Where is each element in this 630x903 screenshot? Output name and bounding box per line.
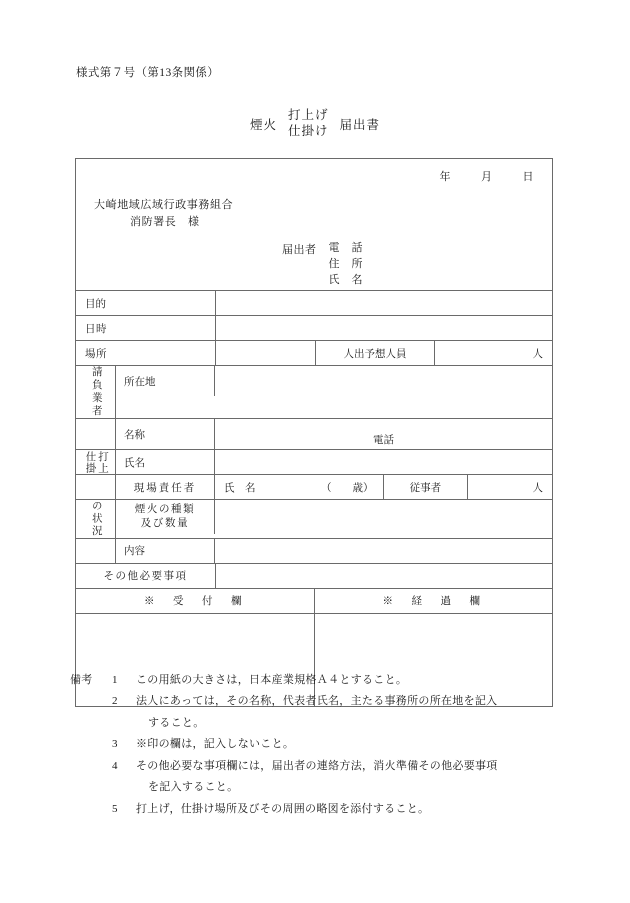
note-item: [70, 799, 570, 820]
form-table: [75, 158, 553, 707]
row-datetime: [76, 315, 552, 340]
worker-count-input[interactable]: [467, 475, 552, 499]
worker-label: [383, 475, 468, 499]
firework-type-input[interactable]: [215, 500, 552, 534]
receipt-header-text: ※ 受 付 欄: [144, 596, 246, 607]
contractor-company-input[interactable]: [215, 419, 552, 449]
contractor-vertical-spacer: [76, 419, 116, 449]
note-item: [70, 734, 570, 755]
notes-section: [70, 670, 570, 820]
addressee-block: [94, 197, 233, 231]
row-place: [76, 340, 552, 365]
purpose-input[interactable]: [215, 291, 552, 315]
note-number: 2: [112, 695, 118, 708]
note-text-continued: を記入すること。: [148, 781, 239, 794]
content-label-text: 内容: [124, 546, 145, 557]
worker-label-text: 従事者: [409, 482, 442, 494]
note-text: ※印の欄は，記入しないこと。: [136, 738, 295, 751]
datetime-label-text: 日時: [85, 323, 107, 335]
attendance-label: [315, 341, 433, 365]
other-input[interactable]: [215, 564, 552, 588]
status-vertical-tail-text: の状況: [90, 500, 102, 538]
title-main-text: 煙火: [249, 117, 277, 132]
status-name-label-text: 氏名: [124, 457, 145, 469]
supervisor-name-input[interactable]: [215, 475, 299, 499]
progress-header: [314, 589, 553, 613]
purpose-label-text: 目的: [85, 298, 106, 310]
status-vertical-spacer-2: [76, 539, 116, 563]
supervisor-age-input[interactable]: [299, 475, 383, 499]
content-input[interactable]: [215, 539, 552, 563]
note-text: その他必要な事項欄には，届出者の連絡方法，消火準備その他必要事項: [136, 759, 498, 772]
other-label-text: その他必要事項: [103, 571, 188, 582]
date-day-label: 日: [522, 171, 534, 183]
addressee-chief: 消防署長 様: [130, 216, 200, 229]
datetime-label: [76, 316, 215, 340]
row-status-name: [76, 449, 552, 474]
note-number: 1: [112, 674, 118, 686]
note-item: [70, 670, 570, 691]
attendance-unit: 人: [532, 348, 543, 360]
note-item-continuation: [70, 713, 570, 734]
contractor-address-label-text: 所在地: [124, 376, 156, 388]
supervisor-age-label: （ 歳）: [321, 482, 374, 494]
row-supervisor: [76, 474, 552, 499]
status-name-label: [116, 450, 215, 474]
contractor-phone-label: 電話: [373, 434, 394, 446]
attendance-label-text: 人出予想人員: [343, 348, 407, 360]
firework-type-label: [116, 500, 215, 534]
contractor-address-label: [116, 366, 215, 396]
other-label: [76, 564, 215, 588]
content-label: [116, 539, 215, 563]
row-contractor-address: [76, 365, 552, 418]
status-name-input[interactable]: [215, 450, 552, 474]
status-vertical-label-bottom: [76, 500, 116, 538]
form-header-block: [76, 159, 552, 290]
contractor-vertical-text: 請負業者: [90, 366, 102, 418]
submitter-address-label: 住 所: [328, 257, 363, 270]
progress-header-text: ※ 経 過 欄: [382, 596, 484, 607]
contractor-company-label: [116, 419, 215, 449]
note-item-continuation: [70, 777, 570, 798]
addressee-organization: 大崎地域広域行政事務組合: [94, 199, 234, 211]
status-vertical-pair: [84, 451, 107, 474]
place-label: [76, 341, 215, 365]
contractor-company-label-text: 名称: [124, 429, 145, 441]
form-number: 様式第７号（第13条関係）: [76, 67, 220, 79]
submitter-label: 届出者: [282, 244, 317, 256]
title-option-shikake: 仕掛け: [287, 123, 329, 138]
status-vertical-uchiage: 打上: [97, 450, 108, 474]
purpose-label: [76, 291, 215, 315]
submitter-fields: [329, 241, 364, 289]
contractor-vertical-label: [76, 366, 116, 418]
status-vertical-shikake: 仕掛: [84, 450, 96, 474]
supervisor-label: [116, 475, 215, 499]
row-contractor-name: [76, 418, 552, 449]
status-vertical-spacer-1: [76, 475, 116, 499]
row-content: [76, 538, 552, 563]
submitter-name-label: 氏 名: [328, 273, 363, 286]
datetime-input[interactable]: [215, 316, 552, 340]
submitter-block: [282, 241, 363, 289]
supervisor-label-text: 現場責任者: [133, 482, 197, 494]
place-label-text: 場所: [85, 348, 107, 360]
row-other: [76, 563, 552, 588]
note-text-continued: すること。: [148, 716, 205, 729]
firework-type-label-line2: 及び数量: [140, 518, 190, 529]
supervisor-name-label: 氏 名: [224, 482, 256, 494]
note-number: 4: [112, 759, 118, 772]
note-text: この用紙の大きさは，日本産業規格Ａ４とすること。: [136, 674, 408, 686]
submitter-phone-label: 電 話: [328, 242, 363, 254]
worker-unit: 人: [532, 482, 543, 494]
row-purpose: [76, 290, 552, 315]
attendance-input[interactable]: [434, 341, 552, 365]
title-tail-text: 届出書: [339, 117, 381, 132]
document-title: [0, 108, 630, 139]
note-number: 3: [112, 738, 118, 751]
row-firework-type: [76, 499, 552, 538]
row-official-headers: [76, 588, 552, 613]
note-item: [70, 691, 570, 712]
title-option-uchiage: 打上げ: [287, 108, 329, 122]
date-line: [440, 168, 535, 184]
date-month-label: 月: [481, 171, 493, 183]
status-vertical-label-top: [76, 450, 116, 474]
date-year-label: 年: [439, 171, 451, 183]
note-item: [70, 756, 570, 777]
firework-type-label-line1: 煙火の種類: [134, 503, 196, 515]
title-stacked-options: [288, 108, 329, 139]
note-text: 打上げ，仕掛け場所及びその周囲の略図を添付すること。: [136, 802, 430, 815]
notes-heading: 備考: [70, 674, 93, 686]
place-input[interactable]: [215, 341, 315, 365]
note-text: 法人にあっては，その名称，代表者氏名，主たる事務所の所在地を記入: [136, 695, 498, 708]
receipt-header: [76, 589, 314, 613]
contractor-address-input[interactable]: [215, 366, 552, 396]
note-number: 5: [112, 802, 118, 815]
